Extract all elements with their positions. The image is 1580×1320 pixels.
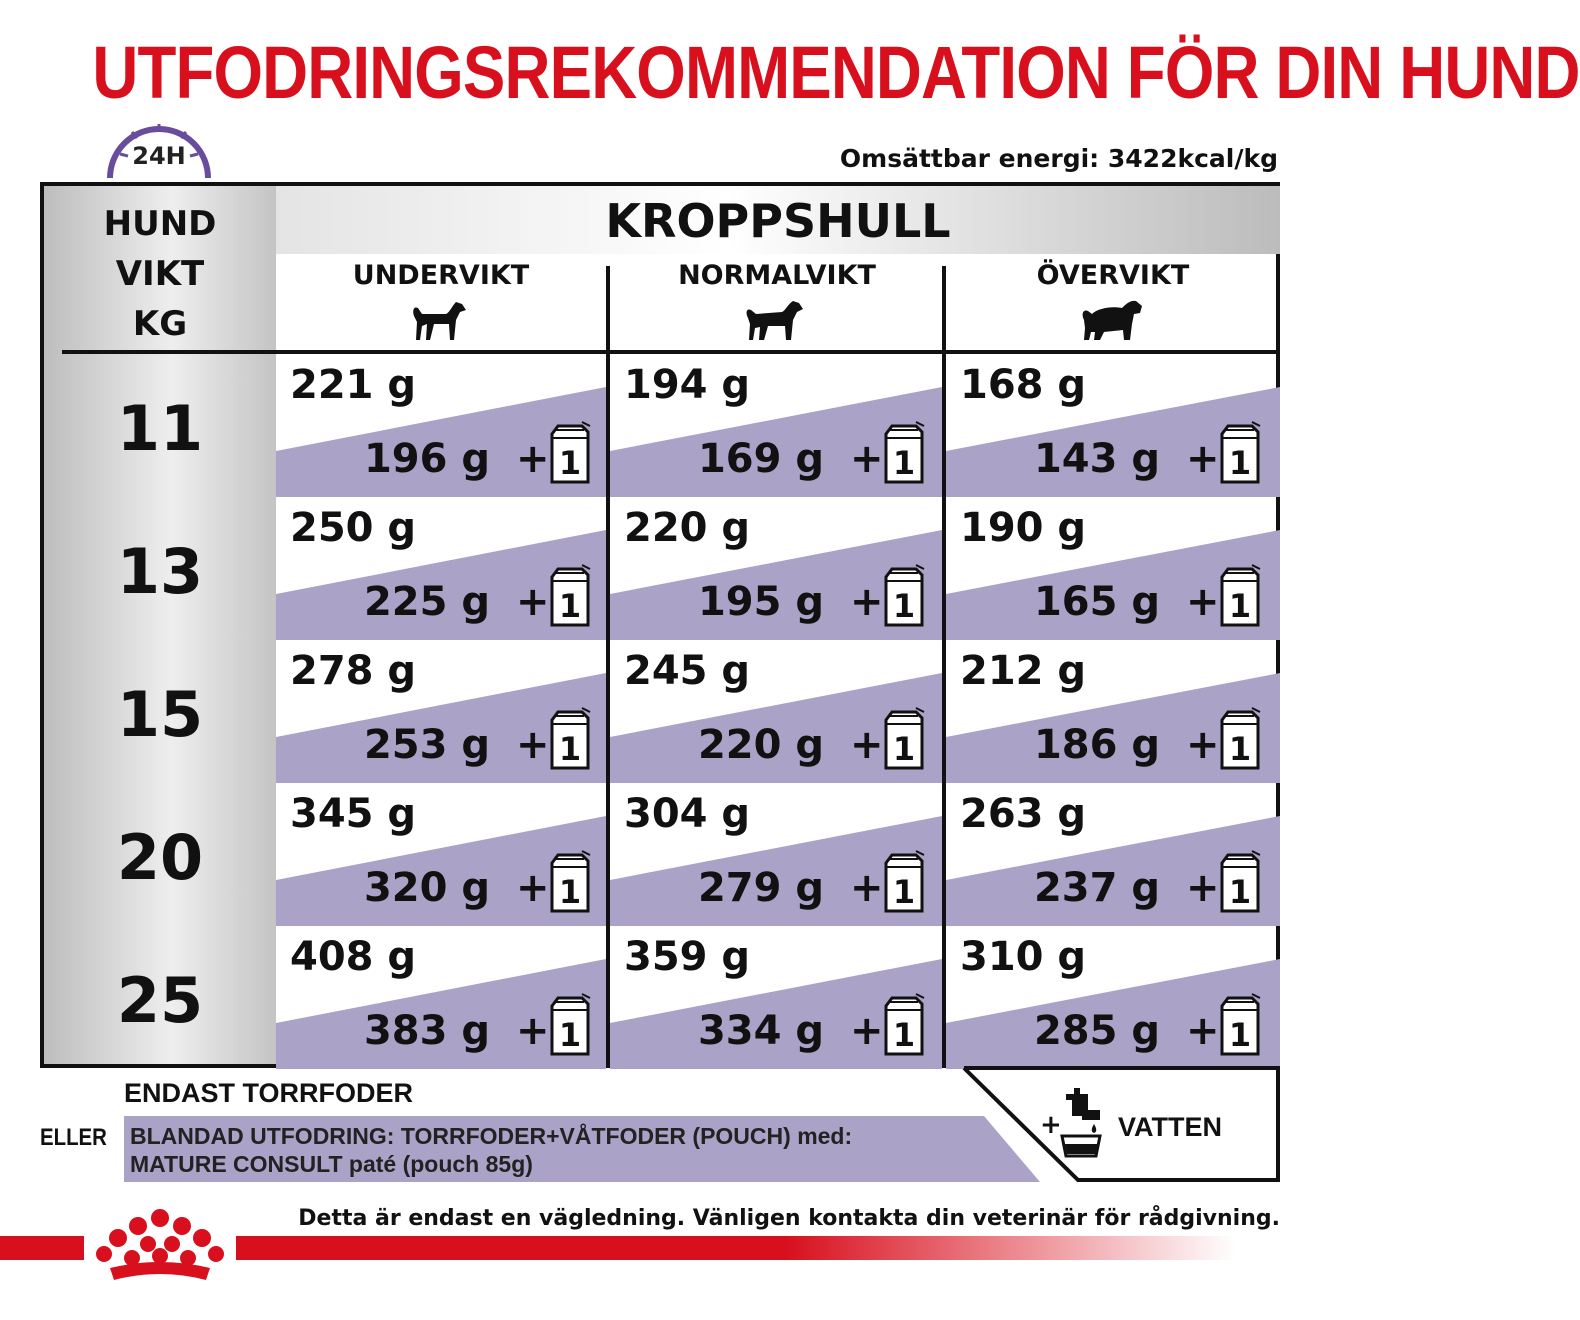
- mixed-amount: 220 g: [697, 722, 824, 768]
- pouch-count: 1: [892, 587, 916, 625]
- feeding-table: [40, 182, 1280, 1068]
- pouch-count: 1: [558, 444, 582, 482]
- pouch-icon: [1218, 420, 1262, 486]
- pouch-icon: [1218, 706, 1262, 772]
- dry-only-amount: 359 g: [624, 934, 751, 980]
- feeding-cell: [276, 640, 606, 783]
- pouch-count: 1: [892, 730, 916, 768]
- disclaimer: Detta är endast en vägledning. Vänligen kontakta din veterinär för rådgivning.: [298, 1206, 1280, 1231]
- feeding-cell: [276, 354, 606, 497]
- feeding-cell: [610, 497, 942, 640]
- pouch-icon: [548, 420, 592, 486]
- pouch-icon: [882, 849, 926, 915]
- mixed-amount: 320 g: [363, 865, 490, 911]
- mixed-amount: 383 g: [363, 1008, 490, 1054]
- mixed-amount: 253 g: [363, 722, 490, 768]
- weight-header-line-3: KG: [132, 304, 188, 344]
- pouch-count: 1: [1228, 444, 1252, 482]
- feeding-cell: [610, 640, 942, 783]
- plus-sign: +: [516, 436, 550, 482]
- plus-sign: +: [1186, 436, 1220, 482]
- dry-only-amount: 212 g: [960, 648, 1087, 694]
- water-label: VATTEN: [1118, 1112, 1222, 1142]
- dry-only-amount: 304 g: [624, 791, 751, 837]
- plus-sign: +: [516, 865, 550, 911]
- pouch-icon: [1218, 849, 1262, 915]
- pouch-count: 1: [558, 730, 582, 768]
- mixed-amount: 165 g: [1033, 579, 1160, 625]
- feeding-cell: [276, 783, 606, 926]
- plus-sign: +: [850, 1008, 884, 1054]
- plus-sign: +: [1186, 579, 1220, 625]
- pouch-icon: [882, 420, 926, 486]
- legend-or: ELLER: [40, 1124, 107, 1151]
- pouch-icon: [548, 992, 592, 1058]
- mixed-amount: 169 g: [697, 436, 824, 482]
- dry-only-amount: 263 g: [960, 791, 1087, 837]
- row-weight: 25: [116, 964, 204, 1037]
- dry-only-amount: 245 g: [624, 648, 751, 694]
- weight-header-line-2: VIKT: [115, 254, 205, 294]
- mixed-amount: 195 g: [697, 579, 824, 625]
- dry-only-amount: 168 g: [960, 362, 1087, 408]
- plus-sign: +: [850, 722, 884, 768]
- pouch-count: 1: [1228, 730, 1252, 768]
- feeding-cell: [946, 640, 1280, 783]
- pouch-count: 1: [892, 1016, 916, 1054]
- mixed-amount: 279 g: [697, 865, 824, 911]
- pouch-count: 1: [1228, 873, 1252, 911]
- mixed-amount: 196 g: [363, 436, 490, 482]
- plus-sign: +: [1186, 865, 1220, 911]
- dry-only-amount: 221 g: [290, 362, 417, 408]
- dry-only-amount: 220 g: [624, 505, 751, 551]
- clock-label: 24H: [132, 142, 186, 170]
- legend-mixed-line-1: BLANDAD UTFODRING: TORRFODER+VÅTFODER (POUCH) med:: [130, 1123, 853, 1149]
- pouch-icon: [1218, 563, 1262, 629]
- body-condition-header: KROPPSHULL: [605, 194, 951, 248]
- mixed-amount: 143 g: [1033, 436, 1160, 482]
- dog-overweight-icon: [1078, 294, 1148, 344]
- feeding-cell: [610, 926, 942, 1069]
- pouch-count: 1: [892, 873, 916, 911]
- feeding-cell: [946, 354, 1280, 497]
- feeding-cell: [610, 354, 942, 497]
- pouch-count: 1: [558, 1016, 582, 1054]
- pouch-count: 1: [558, 873, 582, 911]
- feeding-cell: [610, 783, 942, 926]
- plus-sign: +: [850, 865, 884, 911]
- plus-sign: +: [1186, 722, 1220, 768]
- feeding-cell: [946, 783, 1280, 926]
- mixed-amount: 237 g: [1033, 865, 1160, 911]
- dry-only-amount: 310 g: [960, 934, 1087, 980]
- row-weight: 20: [116, 821, 204, 894]
- mixed-amount: 225 g: [363, 579, 490, 625]
- row-weight: 11: [116, 392, 204, 465]
- plus-sign: +: [850, 436, 884, 482]
- pouch-icon: [548, 706, 592, 772]
- row-weight: 13: [116, 535, 204, 608]
- column-header-overweight: ÖVERVIKT: [1036, 260, 1190, 291]
- dry-only-amount: 250 g: [290, 505, 417, 551]
- pouch-count: 1: [1228, 587, 1252, 625]
- plus-sign: +: [516, 579, 550, 625]
- plus-sign: +: [1186, 1008, 1220, 1054]
- pouch-count: 1: [558, 587, 582, 625]
- legend-mixed-line-2: MATURE CONSULT paté (pouch 85g): [130, 1151, 533, 1177]
- pouch-icon: [1218, 992, 1262, 1058]
- feeding-cell: [946, 926, 1280, 1069]
- mixed-amount: 334 g: [697, 1008, 824, 1054]
- plus-sign: +: [850, 579, 884, 625]
- feeding-cell: [276, 926, 606, 1069]
- dog-underweight-icon: [408, 294, 470, 344]
- legend-mixed-text: [130, 1122, 852, 1178]
- page-title: UTFODRINGSREKOMMENDATION FÖR DIN HUND: [92, 31, 1580, 114]
- pouch-icon: [882, 706, 926, 772]
- mixed-amount: 186 g: [1033, 722, 1160, 768]
- dry-only-amount: 194 g: [624, 362, 751, 408]
- legend-dry-only: ENDAST TORRFODER: [124, 1078, 414, 1108]
- weight-header-line-1: HUND: [103, 204, 217, 244]
- feeding-cell: [946, 497, 1280, 640]
- row-weight: 15: [116, 678, 204, 751]
- feeding-cell: [276, 497, 606, 640]
- column-header-underweight: UNDERVIKT: [352, 260, 530, 291]
- mixed-amount: 285 g: [1033, 1008, 1160, 1054]
- royal-canin-crown-logo: [92, 1208, 228, 1284]
- plus-sign: +: [516, 1008, 550, 1054]
- dry-only-amount: 408 g: [290, 934, 417, 980]
- dry-only-amount: 278 g: [290, 648, 417, 694]
- dog-normal-icon: [742, 294, 808, 344]
- dry-only-amount: 345 g: [290, 791, 417, 837]
- pouch-count: 1: [1228, 1016, 1252, 1054]
- pouch-icon: [882, 563, 926, 629]
- water-tap-icon: [1058, 1086, 1104, 1158]
- brand-bar-left: [0, 1236, 84, 1260]
- column-header-normal: NORMALVIKT: [678, 260, 876, 291]
- pouch-icon: [548, 849, 592, 915]
- brand-bar-right: [236, 1236, 1236, 1260]
- pouch-count: 1: [892, 444, 916, 482]
- pouch-icon: [548, 563, 592, 629]
- pouch-icon: [882, 992, 926, 1058]
- plus-sign: +: [516, 722, 550, 768]
- water-plus: +: [1040, 1110, 1062, 1140]
- dry-only-amount: 190 g: [960, 505, 1087, 551]
- energy-value: Omsättbar energi: 3422kcal/kg: [839, 144, 1278, 173]
